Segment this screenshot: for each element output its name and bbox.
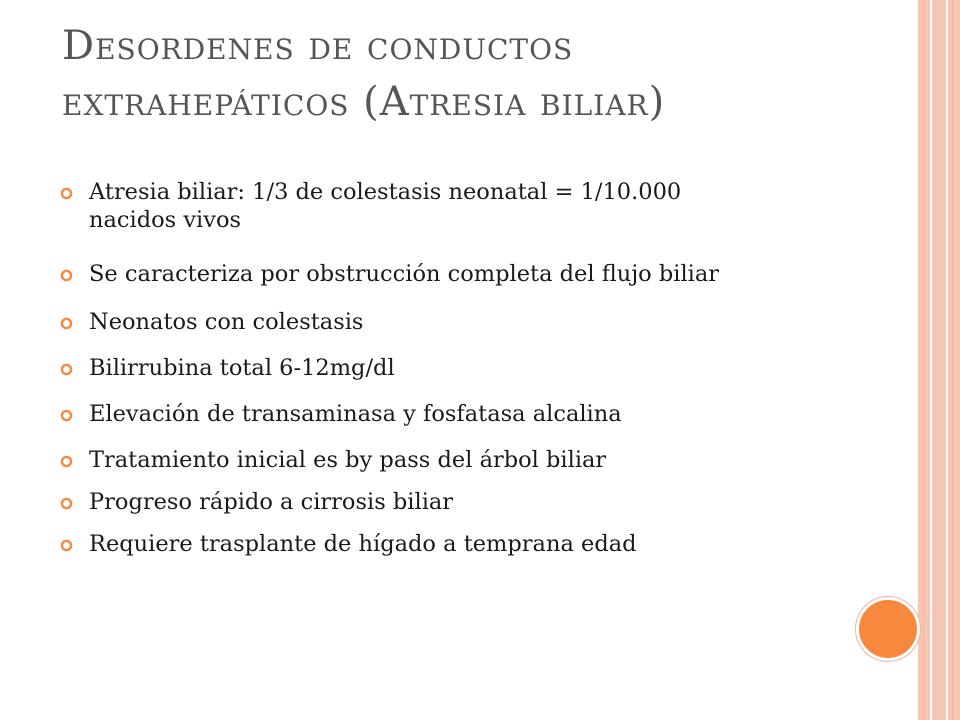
- ring-bullet-icon: [60, 363, 73, 376]
- orange-circle-decoration: [856, 597, 920, 661]
- ring-bullet-icon: [60, 539, 73, 552]
- bullet-item: [60, 260, 929, 288]
- bullet-text-line-1: Tratamiento inicial es by pass del árbol biliar: [89, 447, 607, 473]
- bullet-text-line-1: Elevación de transaminasa y fosfatasa alcalina: [89, 401, 622, 427]
- band-stripe: [952, 0, 953, 720]
- bullet-item: [60, 488, 929, 516]
- ring-bullet-icon: [60, 455, 73, 468]
- bullet-item: [60, 354, 929, 382]
- bullet-item: [60, 178, 929, 234]
- bullet-text-line-1: Requiere trasplante de hígado a temprana edad: [89, 531, 637, 557]
- bullet-text-line-2: nacidos vivos: [89, 207, 242, 233]
- bullet-text-line-1: Neonatos con colestasis: [89, 309, 364, 335]
- slide-title: [62, 18, 902, 130]
- ring-bullet-icon: [60, 317, 73, 330]
- slide-title-line-1: Desordenes de conductos: [62, 23, 574, 69]
- bullet-text-line-1: Bilirrubina total 6-12mg/dl: [89, 355, 395, 381]
- bullet-text-line-1: Progreso rápido a cirrosis biliar: [89, 489, 454, 515]
- bullet-text-line-1: Atresia biliar: 1/3 de colestasis neonatal = 1/10.000: [89, 179, 682, 205]
- ring-bullet-icon: [60, 409, 73, 422]
- ring-bullet-icon: [60, 187, 73, 200]
- bullet-item: [60, 308, 929, 336]
- bullet-item: [60, 530, 929, 558]
- ring-bullet-icon: [60, 497, 73, 510]
- bullet-text-line-1: Se caracteriza por obstrucción completa del flujo biliar: [89, 261, 720, 287]
- slide-title-line-2: extrahepáticos (Atresia biliar): [62, 79, 666, 125]
- bullet-item: [60, 446, 929, 474]
- ring-bullet-icon: [60, 269, 73, 282]
- bullet-item: [60, 400, 929, 428]
- band-stripe: [946, 0, 948, 720]
- band-stripe: [930, 0, 932, 720]
